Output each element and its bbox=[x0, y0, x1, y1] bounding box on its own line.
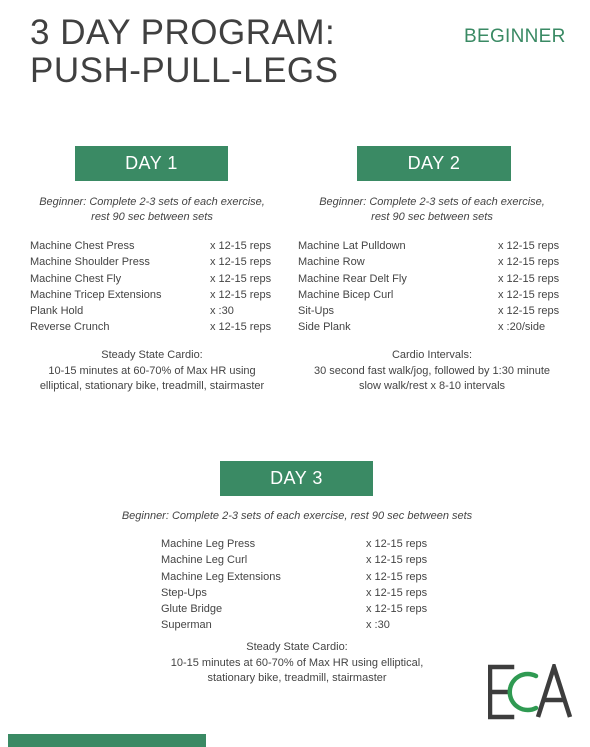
day-2-intro-line-2: rest 90 sec between sets bbox=[371, 211, 493, 223]
page-title bbox=[30, 14, 338, 90]
exercise-row bbox=[161, 601, 451, 617]
exercise-row bbox=[298, 287, 568, 303]
day-2-cardio bbox=[292, 348, 572, 395]
exercise-row bbox=[298, 271, 568, 287]
exercise-row bbox=[298, 238, 568, 254]
exercise-name: Sit-Ups bbox=[298, 305, 335, 318]
exercise-row bbox=[161, 617, 451, 633]
day-1-cardio-heading: Steady State Cardio: bbox=[101, 349, 203, 361]
day-1-cardio-line-2: 10-15 minutes at 60-70% of Max HR using bbox=[48, 364, 256, 377]
day-3-cardio-heading: Steady State Cardio: bbox=[246, 641, 348, 653]
eca-logo-icon bbox=[488, 664, 574, 720]
exercise-reps: x 12-15 reps bbox=[366, 554, 428, 567]
exercise-name: Machine Leg Curl bbox=[161, 554, 248, 567]
day-2-cardio-line-3: slow walk/rest x 8-10 intervals bbox=[358, 380, 506, 392]
exercise-name: Machine Shoulder Press bbox=[30, 256, 150, 269]
day-2-exercise-list bbox=[298, 238, 568, 336]
exercise-name: Machine Leg Press bbox=[161, 538, 256, 550]
exercise-row bbox=[30, 287, 280, 303]
exercise-reps: x 12-15 reps bbox=[498, 272, 560, 285]
exercise-name: Machine Lat Pulldown bbox=[298, 240, 406, 252]
day-3-intro bbox=[80, 509, 514, 524]
exercise-name: Machine Bicep Curl bbox=[298, 288, 394, 301]
exercise-reps: x :20/side bbox=[498, 321, 546, 334]
day-3-exercise-list bbox=[161, 536, 451, 634]
day-3-cardio bbox=[150, 640, 444, 687]
exercise-row bbox=[298, 303, 568, 319]
exercise-name: Machine Row bbox=[298, 256, 365, 269]
day-1-cardio-line-3: elliptical, stationary bike, treadmill, stairmaster bbox=[39, 380, 265, 392]
exercise-reps: x 12-15 reps bbox=[210, 272, 272, 285]
exercise-name: Machine Rear Delt Fly bbox=[298, 272, 407, 285]
day-2-banner: DAY 2 bbox=[357, 146, 511, 181]
day-3-banner: DAY 3 bbox=[220, 461, 373, 496]
exercise-reps: x :30 bbox=[366, 619, 390, 632]
day-1-exercise-list bbox=[30, 238, 280, 336]
exercise-row bbox=[161, 569, 451, 585]
footer-accent-bar bbox=[8, 734, 206, 747]
exercise-reps: x 12-15 reps bbox=[498, 305, 560, 318]
exercise-reps: x 12-15 reps bbox=[366, 586, 428, 599]
exercise-row bbox=[298, 254, 568, 270]
exercise-reps: x 12-15 reps bbox=[366, 603, 428, 616]
exercise-reps: x 12-15 reps bbox=[210, 321, 272, 334]
exercise-name: Machine Chest Press bbox=[30, 240, 135, 252]
exercise-reps: x 12-15 reps bbox=[210, 288, 272, 301]
day-1-intro bbox=[20, 195, 284, 225]
day-1-banner: DAY 1 bbox=[75, 146, 228, 181]
exercise-name: Machine Chest Fly bbox=[30, 272, 122, 285]
exercise-reps: x 12-15 reps bbox=[366, 570, 428, 583]
exercise-row bbox=[30, 319, 280, 335]
exercise-row bbox=[30, 238, 280, 254]
exercise-row bbox=[161, 536, 451, 552]
day-2-intro bbox=[300, 195, 564, 225]
exercise-reps: x :30 bbox=[210, 305, 234, 318]
exercise-row bbox=[161, 552, 451, 568]
exercise-row bbox=[30, 254, 280, 270]
exercise-name: Glute Bridge bbox=[161, 603, 223, 616]
day-1-intro-line-1: Beginner: Complete 2-3 sets of each exercise, bbox=[39, 196, 265, 208]
day-3-intro-line-1: Beginner: Complete 2-3 sets of each exercise, rest 90 sec between sets bbox=[121, 510, 473, 522]
day-1-intro-line-2: rest 90 sec between sets bbox=[91, 211, 213, 223]
exercise-name: Superman bbox=[161, 619, 212, 632]
exercise-name: Machine Tricep Extensions bbox=[30, 288, 162, 301]
exercise-row bbox=[298, 319, 568, 335]
title-line-2: PUSH-PULL-LEGS bbox=[30, 51, 339, 90]
level-label: BEGINNER bbox=[464, 26, 566, 47]
exercise-row bbox=[161, 585, 451, 601]
exercise-name: Step-Ups bbox=[161, 586, 207, 599]
exercise-reps: x 12-15 reps bbox=[210, 240, 272, 252]
exercise-name: Side Plank bbox=[298, 321, 351, 334]
exercise-row bbox=[30, 271, 280, 287]
exercise-row bbox=[30, 303, 280, 319]
day-3-cardio-line-2: 10-15 minutes at 60-70% of Max HR using elliptical, bbox=[170, 656, 424, 669]
exercise-reps: x 12-15 reps bbox=[498, 288, 560, 301]
exercise-name: Machine Leg Extensions bbox=[161, 570, 281, 583]
exercise-reps: x 12-15 reps bbox=[498, 240, 560, 252]
exercise-reps: x 12-15 reps bbox=[210, 256, 272, 269]
day-1-cardio bbox=[15, 348, 289, 395]
title-line-1: 3 DAY PROGRAM: bbox=[30, 13, 336, 52]
exercise-name: Reverse Crunch bbox=[30, 321, 110, 334]
exercise-name: Plank Hold bbox=[30, 305, 84, 318]
exercise-reps: x 12-15 reps bbox=[366, 538, 428, 550]
day-2-cardio-line-2: 30 second fast walk/jog, followed by 1:30 minute bbox=[313, 364, 551, 377]
exercise-reps: x 12-15 reps bbox=[498, 256, 560, 269]
day-2-cardio-heading: Cardio Intervals: bbox=[391, 349, 473, 361]
day-2-intro-line-1: Beginner: Complete 2-3 sets of each exercise, bbox=[319, 196, 545, 208]
day-3-cardio-line-3: stationary bike, treadmill, stairmaster bbox=[207, 672, 387, 684]
